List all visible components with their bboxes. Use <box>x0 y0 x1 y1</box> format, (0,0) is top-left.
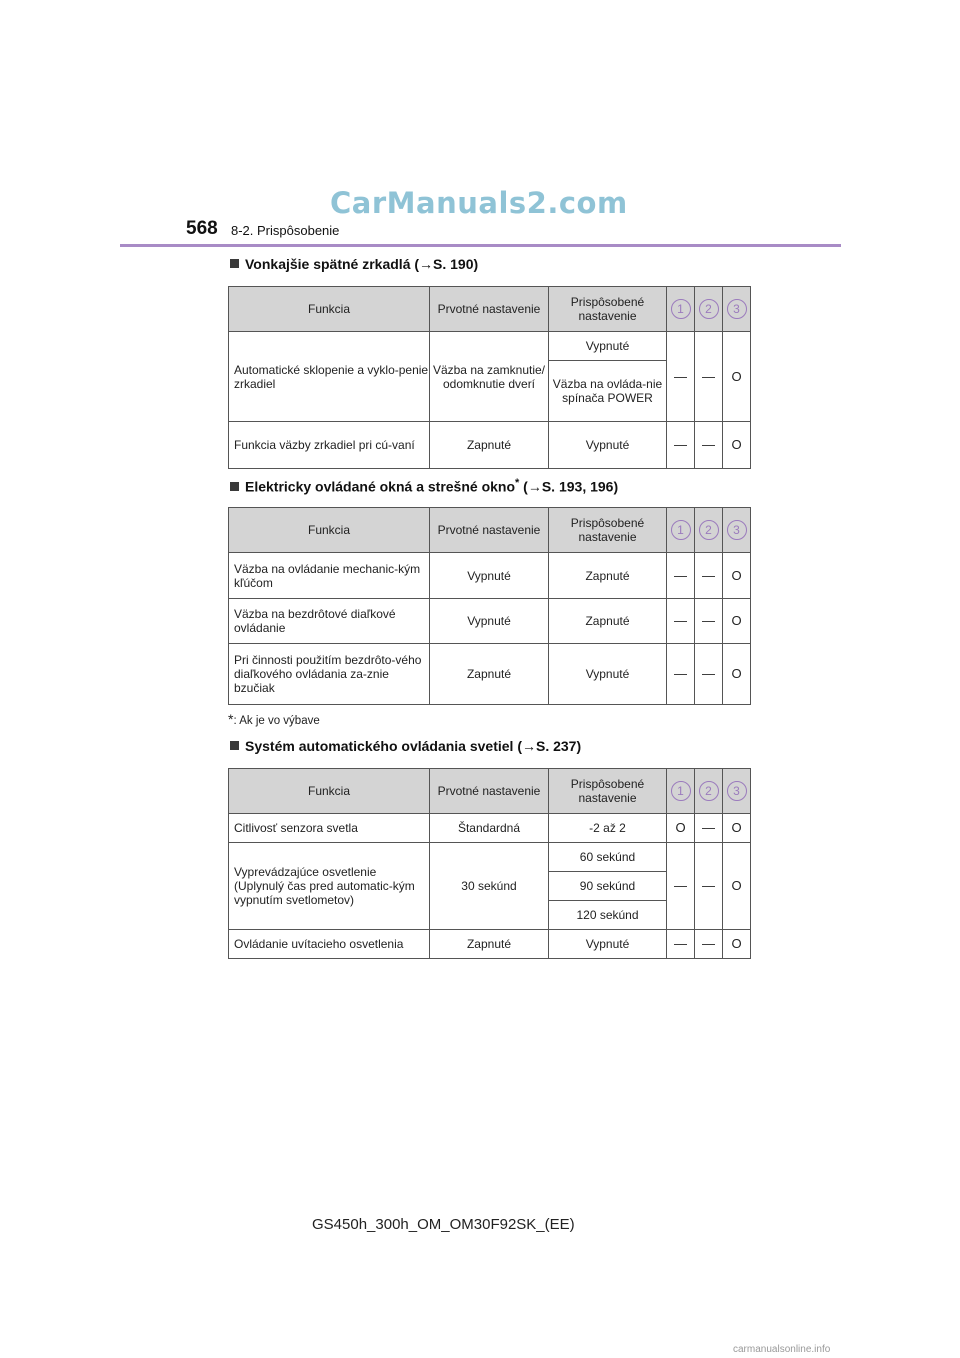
cell-option: Zapnuté <box>549 553 667 599</box>
cell-mark-3: O <box>723 814 751 843</box>
table-row <box>229 332 751 361</box>
footnote-text: : Ak je vo výbave <box>233 715 320 727</box>
table-row <box>229 644 751 705</box>
cell-mark-3: O <box>723 599 751 644</box>
square-bullet-icon <box>230 741 239 750</box>
section-heading-windows <box>230 477 618 495</box>
col-prvotne: Prvotné nastavenie <box>430 508 549 553</box>
col-1 <box>667 508 695 553</box>
cell-mark-1: — <box>667 644 695 705</box>
col-funkcia: Funkcia <box>229 508 430 553</box>
cell-prvotne: 30 sekúnd <box>430 843 549 930</box>
col-2 <box>695 287 723 332</box>
cell-mark-1: — <box>667 332 695 422</box>
table-mirrors <box>228 286 751 469</box>
col-prvotne: Prvotné nastavenie <box>430 769 549 814</box>
col-funkcia: Funkcia <box>229 769 430 814</box>
cell-prvotne: Zapnuté <box>430 422 549 469</box>
cell-mark-2: — <box>695 553 723 599</box>
section-heading-lights <box>230 738 581 754</box>
cell-option: Vypnuté <box>549 332 667 361</box>
cell-option: Vypnuté <box>549 644 667 705</box>
circled-number-3-icon: 3 <box>727 781 747 801</box>
col-funkcia: Funkcia <box>229 287 430 332</box>
circled-number-1-icon: 1 <box>671 781 691 801</box>
cell-mark-3: O <box>723 644 751 705</box>
col-3 <box>723 769 751 814</box>
cell-mark-2: — <box>695 422 723 469</box>
cell-option: -2 až 2 <box>549 814 667 843</box>
circled-number-1-icon: 1 <box>671 299 691 319</box>
cell-mark-2: — <box>695 843 723 930</box>
cell-mark-1: — <box>667 422 695 469</box>
col-3 <box>723 287 751 332</box>
footnote-asterisk: * <box>228 711 234 727</box>
col-1 <box>667 769 695 814</box>
cell-funkcia: Pri činnosti použitím bezdrôto-vého diaľkového ovládania za-znie bzučiak <box>229 644 430 705</box>
col-prisposobene: Prispôsobené nastavenie <box>549 769 667 814</box>
circled-number-3-icon: 3 <box>727 520 747 540</box>
cell-funkcia: Citlivosť senzora svetla <box>229 814 430 843</box>
page-number: 568 <box>186 218 218 239</box>
cell-mark-1: — <box>667 553 695 599</box>
cell-mark-1: O <box>667 814 695 843</box>
table-row <box>229 599 751 644</box>
cell-mark-2: — <box>695 814 723 843</box>
cell-mark-2: — <box>695 332 723 422</box>
cell-mark-3: O <box>723 930 751 959</box>
cell-funkcia: Ovládanie uvítacieho osvetlenia <box>229 930 430 959</box>
section-heading-ref: (→S. 193, 196) <box>519 478 619 495</box>
table-row <box>229 930 751 959</box>
col-prisposobene: Prispôsobené nastavenie <box>549 287 667 332</box>
cell-mark-3: O <box>723 843 751 930</box>
square-bullet-icon <box>230 482 239 491</box>
heading-asterisk: * <box>515 477 520 489</box>
col-3 <box>723 508 751 553</box>
square-bullet-icon <box>230 259 239 268</box>
cell-mark-1: — <box>667 843 695 930</box>
section-label: 8-2. Prispôsobenie <box>231 223 340 238</box>
section-heading-text: Systém automatického ovládania svetiel (→S. 237) <box>245 738 582 754</box>
table-windows <box>228 507 751 705</box>
cell-mark-3: O <box>723 553 751 599</box>
section-heading-text: Vonkajšie spätné zrkadlá (→S. 190) <box>245 256 479 272</box>
cell-mark-2: — <box>695 644 723 705</box>
table-header-row <box>229 287 751 332</box>
footer-watermark: carmanualsonline.info <box>733 1344 831 1355</box>
cell-funkcia: Automatické sklopenie a vyklo-penie zrkadiel <box>229 332 430 422</box>
table-row <box>229 814 751 843</box>
cell-funkcia: Väzba na bezdrôtové diaľkové ovládanie <box>229 599 430 644</box>
col-prvotne: Prvotné nastavenie <box>430 287 549 332</box>
cell-prvotne: Vypnuté <box>430 599 549 644</box>
table-header-row <box>229 769 751 814</box>
col-prisposobene: Prispôsobené nastavenie <box>549 508 667 553</box>
cell-mark-3: O <box>723 332 751 422</box>
cell-option: 120 sekúnd <box>549 901 667 930</box>
table-row <box>229 843 751 872</box>
document-code: GS450h_300h_OM_OM30F92SK_(EE) <box>312 1216 575 1233</box>
cell-option: Väzba na ovláda-nie spínača POWER <box>549 361 667 422</box>
carmanuals-watermark-logo: CarManuals2.com <box>330 186 628 220</box>
table-lights <box>228 768 751 959</box>
cell-funkcia: Funkcia väzby zrkadiel pri cú-vaní <box>229 422 430 469</box>
circled-number-2-icon: 2 <box>699 299 719 319</box>
footnote <box>228 711 320 727</box>
circled-number-3-icon: 3 <box>727 299 747 319</box>
table-header-row <box>229 508 751 553</box>
cell-prvotne: Zapnuté <box>430 930 549 959</box>
cell-prvotne: Vypnuté <box>430 553 549 599</box>
header-divider <box>120 244 841 247</box>
circled-number-2-icon: 2 <box>699 520 719 540</box>
col-1 <box>667 287 695 332</box>
circled-number-1-icon: 1 <box>671 520 691 540</box>
cell-mark-1: — <box>667 930 695 959</box>
cell-option: Vypnuté <box>549 930 667 959</box>
cell-prvotne: Štandardná <box>430 814 549 843</box>
cell-option: Vypnuté <box>549 422 667 469</box>
cell-option: Zapnuté <box>549 599 667 644</box>
cell-option: 90 sekúnd <box>549 872 667 901</box>
cell-option: 60 sekúnd <box>549 843 667 872</box>
cell-funkcia: Vyprevádzajúce osvetlenie (Uplynulý čas pred automatic-kým vypnutím svetlometov) <box>229 843 430 930</box>
cell-prvotne: Zapnuté <box>430 644 549 705</box>
section-heading-text: Elektricky ovládané okná a strešné okno <box>245 478 516 495</box>
cell-mark-2: — <box>695 930 723 959</box>
col-2 <box>695 508 723 553</box>
cell-mark-3: O <box>723 422 751 469</box>
col-2 <box>695 769 723 814</box>
table-row <box>229 553 751 599</box>
cell-mark-2: — <box>695 599 723 644</box>
section-heading-mirrors <box>230 256 478 272</box>
cell-mark-1: — <box>667 599 695 644</box>
circled-number-2-icon: 2 <box>699 781 719 801</box>
cell-funkcia: Väzba na ovládanie mechanic-kým kľúčom <box>229 553 430 599</box>
cell-prvotne: Väzba na zamknutie/ odomknutie dverí <box>430 332 549 422</box>
table-row <box>229 422 751 469</box>
